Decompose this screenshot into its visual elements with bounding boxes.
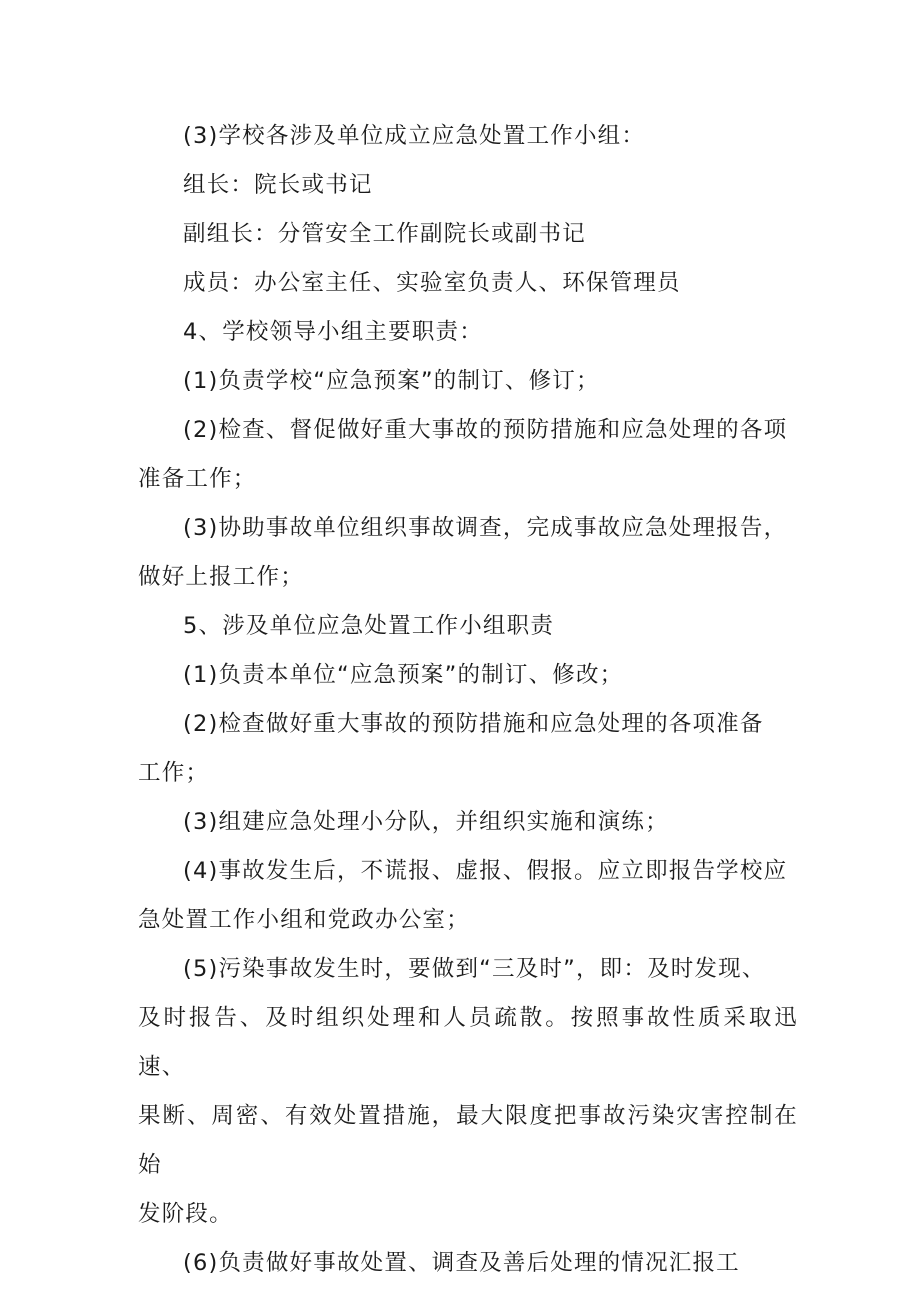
doc-line: (3)学校各涉及单位成立应急处置工作小组： [183,123,646,149]
doc-line: 急处置工作小组和党政办公室； [138,907,470,933]
doc-line: 发阶段。 [138,1201,233,1227]
doc-line: 5、涉及单位应急处置工作小组职责 [183,613,555,639]
doc-line: (3)组建应急处理小分队，并组织实施和演练； [183,809,669,835]
doc-line: (6)负责做好事故处置、调查及善后处理的情况汇报工 [183,1250,740,1276]
doc-line: (2)检查、督促做好重大事故的预防措施和应急处理的各项 [183,417,788,443]
doc-line: (5)污染事故发生时，要做到“三及时”，即：及时发现、 [183,956,766,982]
doc-line: (3)协助事故单位组织事故调查，完成事故应急处理报告， [183,515,788,541]
doc-line: 组长：院长或书记 [183,172,373,198]
doc-line: 工作； [138,760,210,786]
doc-line: 果断、周密、有效处置措施，最大限度把事故污染灾害控制在始 [138,1103,798,1178]
doc-line: 成员：办公室主任、实验室负责人、环保管理员 [183,270,681,296]
doc-line: 准备工作； [138,466,257,492]
doc-line: 副组长：分管安全工作副院长或副书记 [183,221,586,247]
doc-line: (1)负责学校“应急预案”的制订、修订； [183,368,600,394]
doc-line: 及时报告、及时组织处理和人员疏散。按照事故性质采取迅速、 [138,1005,798,1080]
doc-line: 做好上报工作； [138,564,304,590]
doc-line: (1)负责本单位“应急预案”的制订、修改； [183,662,624,688]
doc-line: (4)事故发生后，不谎报、虚报、假报。应立即报告学校应 [183,858,788,884]
doc-line: (2)检查做好重大事故的预防措施和应急处理的各项准备 [183,711,764,737]
doc-line: 4、学校领导小组主要职责： [183,319,483,345]
document-body [138,112,798,1288]
